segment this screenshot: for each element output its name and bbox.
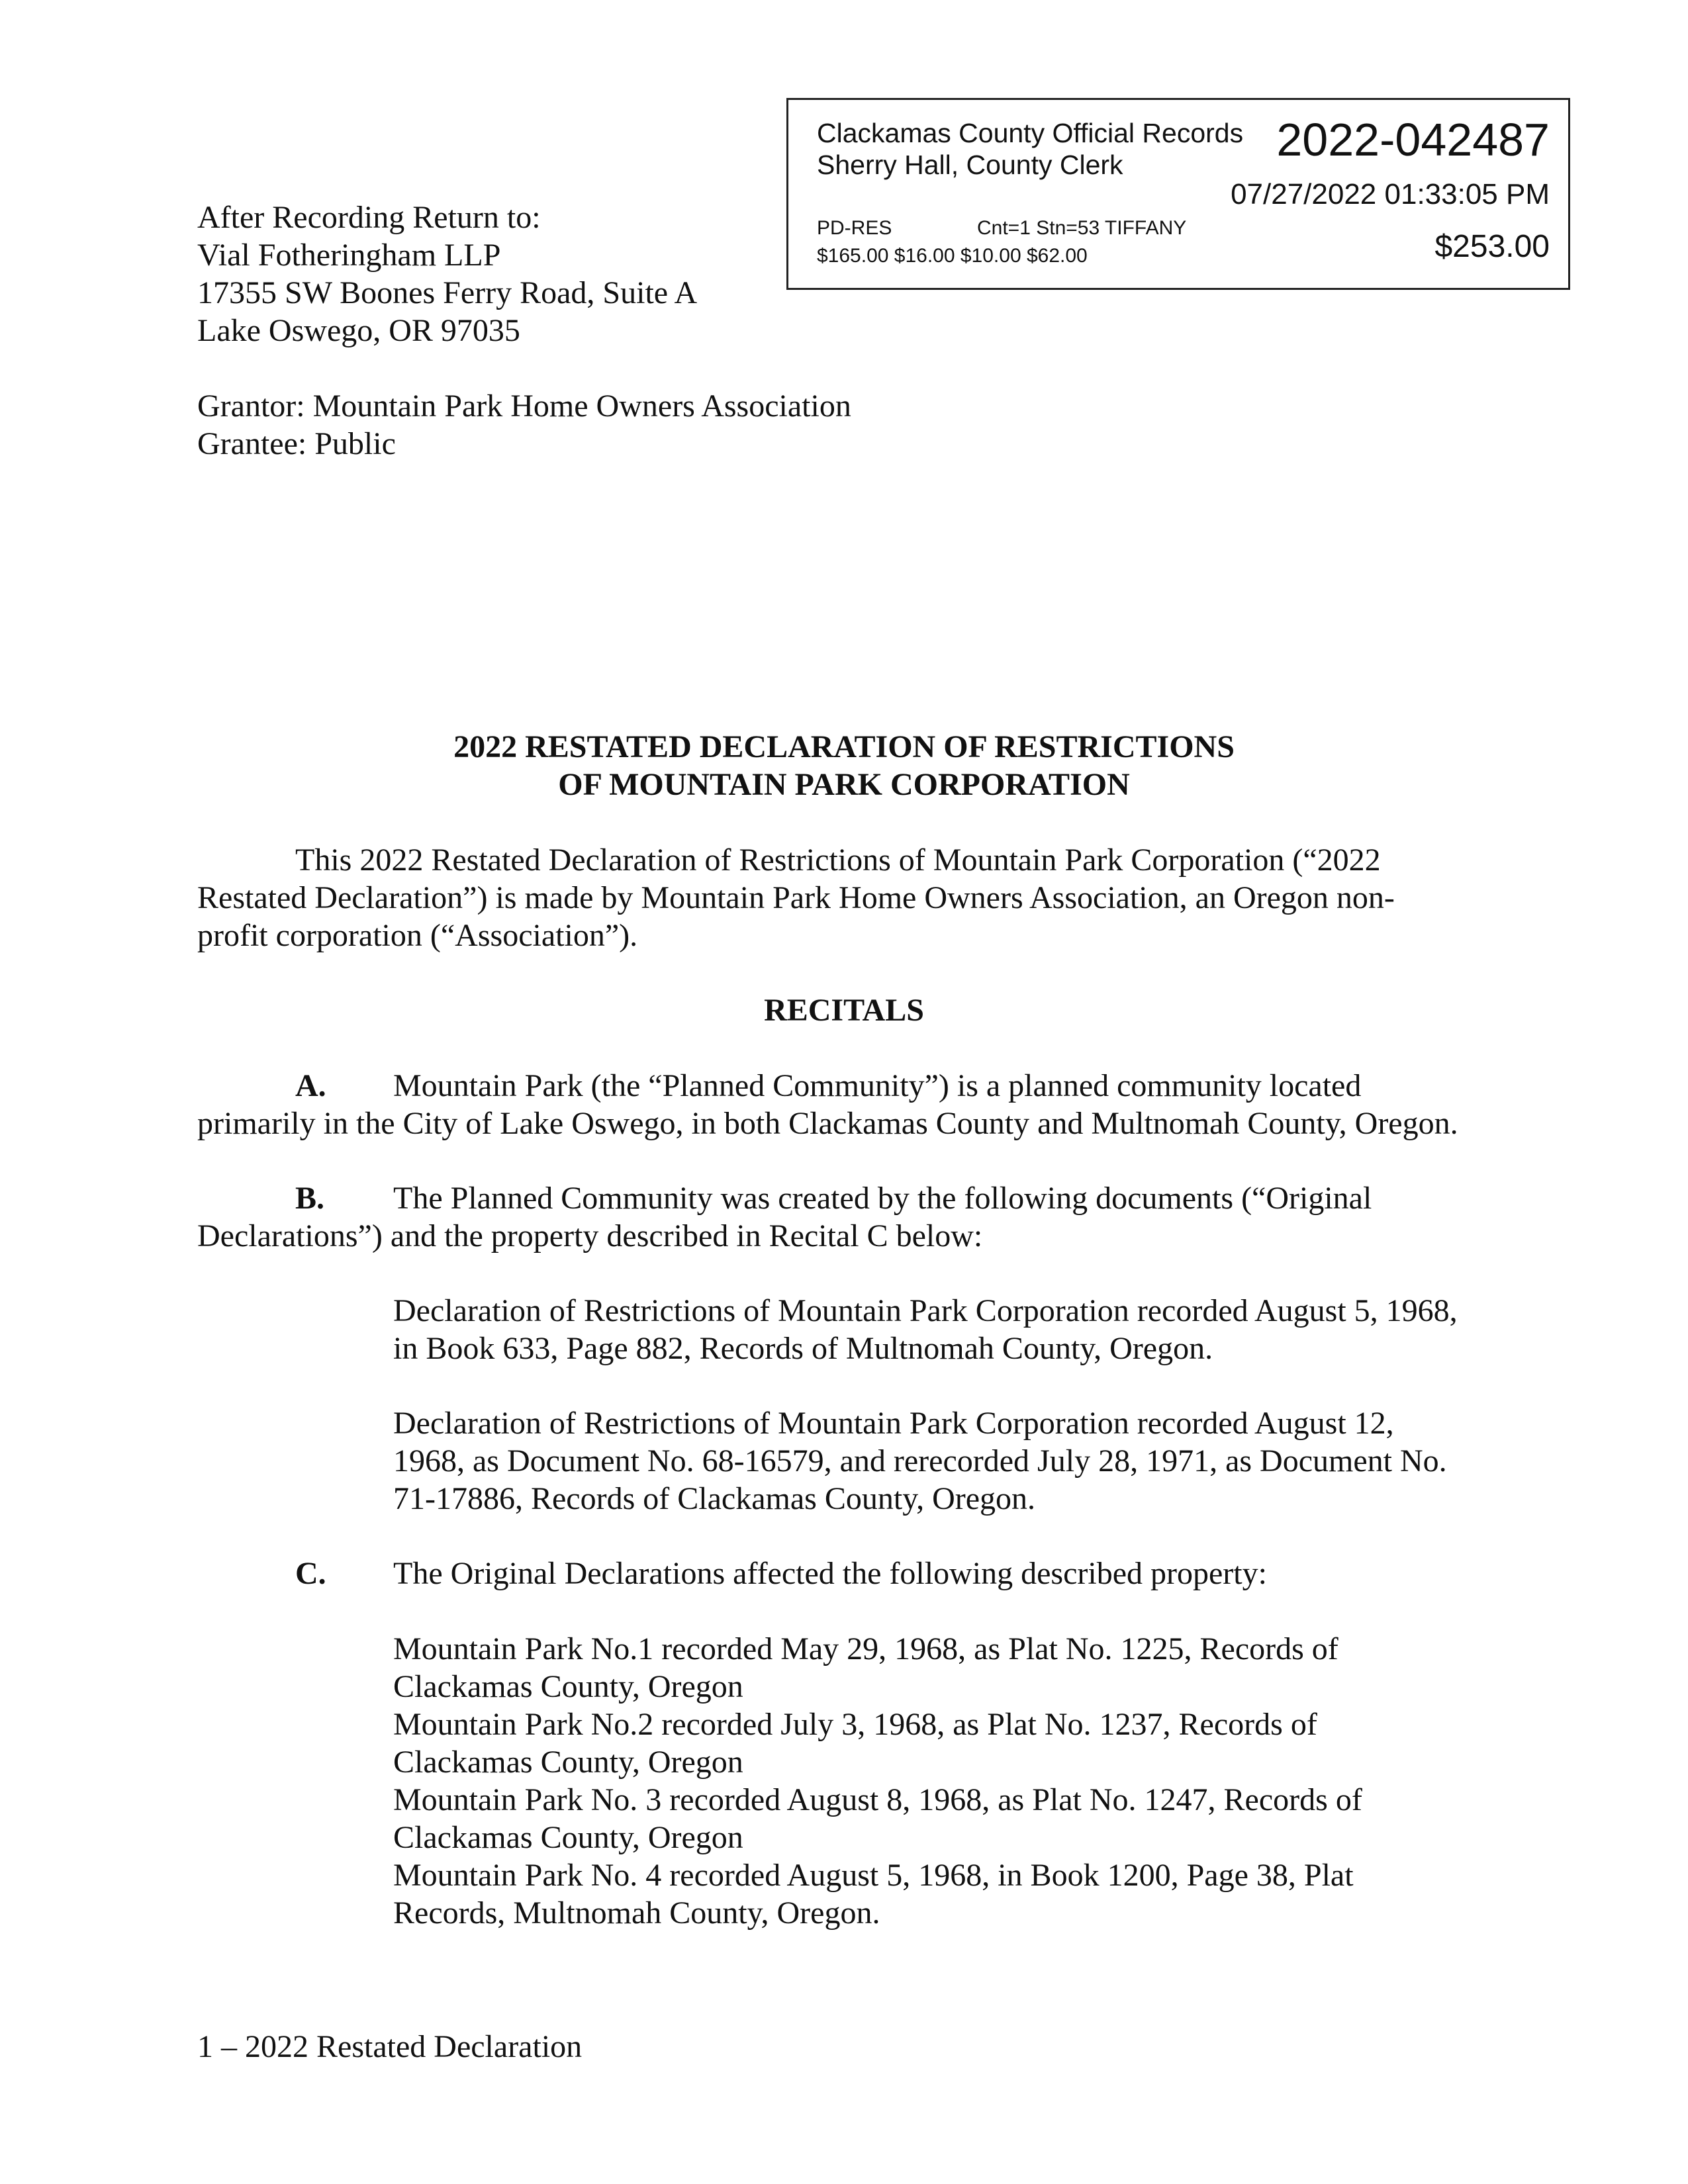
original-declaration-1-line-1: Declaration of Restrictions of Mountain Park Corporation recorded August 5, 1968, [393,1293,1458,1328]
return-to-name: Vial Fotheringham LLP [197,238,501,273]
intro-line-2: Restated Declaration”) is made by Mountain Park Home Owners Association, an Oregon non- [197,880,1395,915]
recital-a-letter: A. [295,1068,326,1103]
recital-c-line-1: The Original Declarations affected the following described property: [393,1556,1267,1591]
recitals-heading: RECITALS [764,993,924,1028]
return-to-street: 17355 SW Boones Ferry Road, Suite A [197,275,698,310]
return-to-city: Lake Oswego, OR 97035 [197,313,520,348]
stamp-station: Cnt=1 Stn=53 TIFFANY [977,217,1187,239]
plat-2-line-2: Clackamas County, Oregon [393,1745,743,1780]
document-title-line-2: OF MOUNTAIN PARK CORPORATION [558,767,1130,802]
recital-b-line-2: Declarations”) and the property described in Recital C below: [197,1218,983,1253]
stamp-document-number: 2022-042487 [1276,114,1550,165]
original-declaration-2-line-2: 1968, as Document No. 68-16579, and rerecorded July 28, 1971, as Document No. [393,1443,1447,1479]
intro-line-3: profit corporation (“Association”). [197,918,638,953]
recital-c-letter: C. [295,1556,326,1591]
original-declaration-2-line-3: 71-17886, Records of Clackamas County, Oregon. [393,1481,1036,1516]
original-declaration-1-line-2: in Book 633, Page 882, Records of Multnomah County, Oregon. [393,1331,1213,1366]
grantor: Grantor: Mountain Park Home Owners Association [197,388,851,424]
plat-3-line-2: Clackamas County, Oregon [393,1820,743,1855]
parties-block [197,387,851,463]
stamp-doc-type: PD-RES [817,217,892,239]
stamp-clerk: Sherry Hall, County Clerk [817,150,1123,180]
recital-b-line-1: The Planned Community was created by the following documents (“Original [393,1181,1372,1216]
plat-3-line-1: Mountain Park No. 3 recorded August 8, 1968, as Plat No. 1247, Records of [393,1782,1362,1817]
plat-1-line-1: Mountain Park No.1 recorded May 29, 1968, as Plat No. 1225, Records of [393,1631,1338,1666]
recital-a-line-1: Mountain Park (the “Planned Community”) is a planned community located [393,1068,1362,1103]
stamp-fees: $165.00 $16.00 $10.00 $62.00 [817,245,1088,267]
original-declaration-2-line-1: Declaration of Restrictions of Mountain Park Corporation recorded August 12, [393,1406,1394,1441]
intro-line-1: This 2022 Restated Declaration of Restrictions of Mountain Park Corporation (“2022 [295,842,1381,878]
return-to-label: After Recording Return to: [197,200,541,235]
document-title-line-1: 2022 RESTATED DECLARATION OF RESTRICTIONS [453,729,1235,764]
return-to-block [197,199,697,349]
plat-4-line-2: Records, Multnomah County, Oregon. [393,1895,880,1931]
recital-b-letter: B. [295,1181,325,1216]
stamp-datetime: 07/27/2022 01:33:05 PM [1231,178,1550,210]
recording-stamp [786,98,1570,290]
page-footer: 1 – 2022 Restated Declaration [197,2029,583,2064]
plat-2-line-1: Mountain Park No.2 recorded July 3, 1968, as Plat No. 1237, Records of [393,1707,1317,1742]
grantee: Grantee: Public [197,426,396,461]
recital-a-line-2: primarily in the City of Lake Oswego, in both Clackamas County and Multnomah County, Oregon. [197,1106,1458,1141]
stamp-office: Clackamas County Official Records [817,118,1244,148]
plat-1-line-2: Clackamas County, Oregon [393,1669,743,1704]
stamp-total: $253.00 [1434,229,1550,264]
plat-4-line-1: Mountain Park No. 4 recorded August 5, 1968, in Book 1200, Page 38, Plat [393,1858,1354,1893]
